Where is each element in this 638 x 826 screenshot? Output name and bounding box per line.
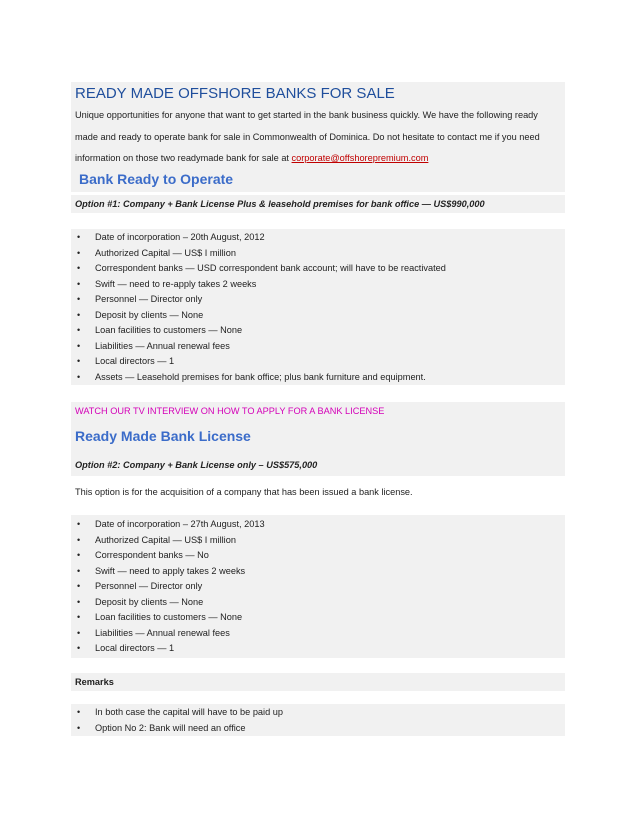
section2-list-block [71,515,565,658]
option2-text: Option #2: Company + Bank License only – US$575,000 [75,460,318,470]
remarks-heading: Remarks [75,677,114,687]
intro-line-1: Unique opportunities for anyone that want to get started in the bank business quickly. We have the following ready [75,110,538,120]
list-item: • Personnel — Director only [71,579,565,595]
section2-list [71,515,565,657]
section2-heading-block [71,420,565,452]
list-item: • Correspondent banks — No [71,548,565,564]
section2-heading: Ready Made Bank License [75,428,251,444]
list-item: • Liabilities — Annual renewal fees [71,626,565,642]
remarks-list [71,704,565,736]
intro-block [71,82,565,164]
intro-line-2: made and ready to operate bank for sale in Commonwealth of Dominica. Do not hesitate to contact me if you need [75,131,540,142]
list-item: • Option No 2: Bank will need an office [71,721,565,737]
list-item: • Authorized Capital — US$ I million [71,533,565,549]
option2-description: This option is for the acquisition of a company that has been issued a bank license. [75,487,413,497]
list-item: • Local directors — 1 [71,641,565,657]
option1-text: Option #1: Company + Bank License Plus & leasehold premises for bank office — US$990,000 [75,199,485,209]
intro-line-3-text: information on those two readymade bank for sale at [75,153,292,163]
list-item: • Swift — need to re-apply takes 2 weeks [71,277,565,293]
list-item: • Correspondent banks — USD correspondent bank account; will have to be reactivated [71,261,565,277]
remarks-list-block [71,704,565,736]
section1-list [71,229,565,385]
list-item: • Local directors — 1 [71,354,565,370]
intro-paragraph [71,105,565,170]
list-item: • Date of incorporation – 20th August, 2012 [71,230,565,246]
list-item: • Personnel — Director only [71,292,565,308]
section1-heading-block [71,164,565,192]
option2-block [71,452,565,476]
list-item: • Assets — Leasehold premises for bank office; plus bank furniture and equipment. [71,370,565,386]
page-title: READY MADE OFFSHORE BANKS FOR SALE [75,85,395,102]
list-item: • Date of incorporation – 27th August, 2013 [71,517,565,533]
list-item: • Loan facilities to customers — None [71,323,565,339]
list-item: • Loan facilities to customers — None [71,610,565,626]
list-item: • Deposit by clients — None [71,308,565,324]
section1-heading: Bank Ready to Operate [79,171,234,187]
option1-block [71,195,565,213]
list-item: • Deposit by clients — None [71,595,565,611]
list-item: • Swift — need to apply takes 2 weeks [71,564,565,580]
option2-description-block [71,485,565,501]
list-item: • In both case the capital will have to be paid up [71,705,565,721]
list-item: • Authorized Capital — US$ I million [71,246,565,262]
remarks-heading-block [71,673,565,691]
section1-list-block [71,229,565,385]
contact-email-link[interactable]: corporate@offshorepremium.com [291,153,429,163]
tv-interview-link[interactable]: WATCH OUR TV INTERVIEW ON HOW TO APPLY FOR A BANK LICENSE [75,406,385,416]
tv-link-block [71,402,565,420]
list-item: • Liabilities — Annual renewal fees [71,339,565,355]
